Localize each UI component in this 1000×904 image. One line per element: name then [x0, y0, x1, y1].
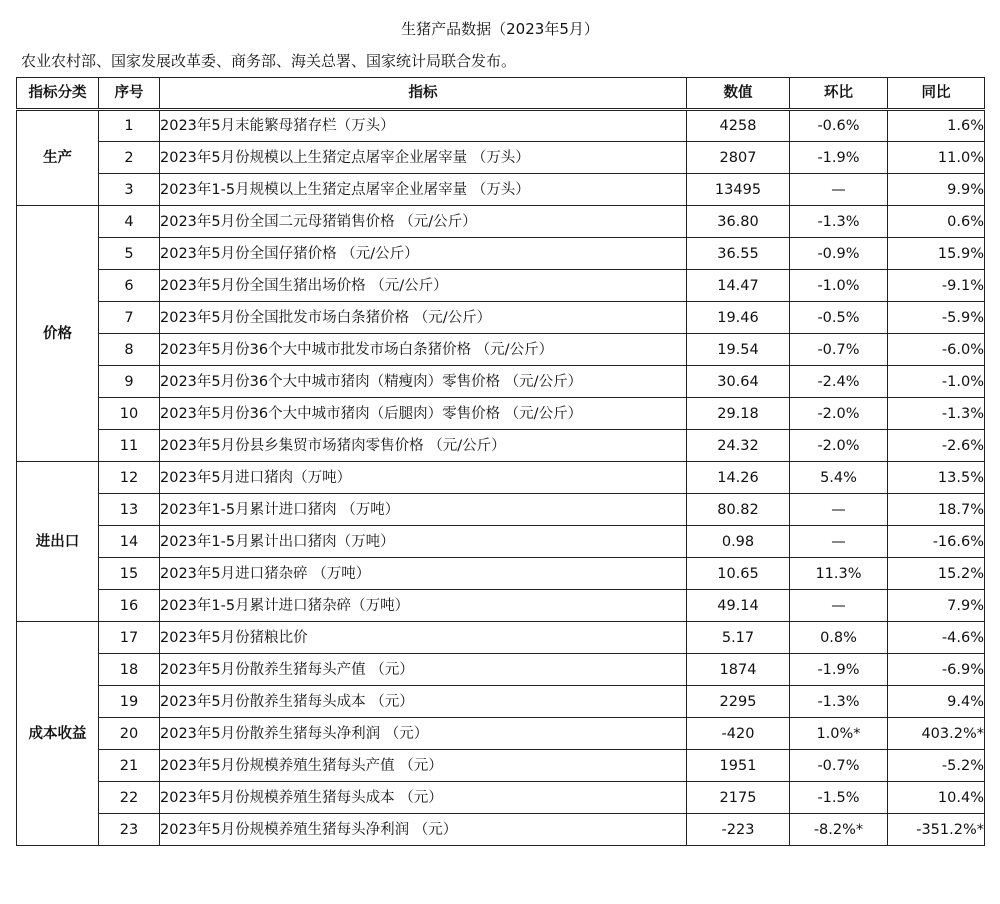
- value-cell: 29.18: [687, 398, 790, 430]
- mom-cell: —: [790, 526, 888, 558]
- value-cell: 24.32: [687, 430, 790, 462]
- yoy-cell: -6.0%: [888, 334, 985, 366]
- indicator-cell: 2023年5月份36个大中城市猪肉（后腿肉）零售价格 （元/公斤）: [160, 398, 687, 430]
- mom-cell: -0.5%: [790, 302, 888, 334]
- yoy-cell: -9.1%: [888, 270, 985, 302]
- value-cell: 19.54: [687, 334, 790, 366]
- value-cell: 14.26: [687, 462, 790, 494]
- mom-cell: -1.0%: [790, 270, 888, 302]
- indicator-cell: 2023年1-5月累计进口猪杂碎（万吨）: [160, 590, 687, 622]
- yoy-cell: 9.9%: [888, 174, 985, 206]
- value-cell: 13495: [687, 174, 790, 206]
- seq-cell: 3: [99, 174, 160, 206]
- seq-cell: 10: [99, 398, 160, 430]
- page-subtitle: 农业农村部、国家发展改革委、商务部、海关总署、国家统计局联合发布。: [21, 52, 517, 70]
- seq-cell: 20: [99, 718, 160, 750]
- mom-cell: —: [790, 590, 888, 622]
- table-row: [17, 142, 985, 174]
- yoy-cell: -1.3%: [888, 398, 985, 430]
- yoy-cell: -5.9%: [888, 302, 985, 334]
- indicator-cell: 2023年5月进口猪肉（万吨）: [160, 462, 687, 494]
- category-cell: 成本收益: [17, 622, 99, 846]
- indicator-cell: 2023年5月末能繁母猪存栏（万头）: [160, 110, 687, 142]
- table-row: [17, 398, 985, 430]
- indicator-cell: 2023年1-5月累计出口猪肉（万吨）: [160, 526, 687, 558]
- page-title: 生猪产品数据（2023年5月）: [401, 20, 599, 38]
- seq-cell: 19: [99, 686, 160, 718]
- seq-cell: 11: [99, 430, 160, 462]
- yoy-cell: 9.4%: [888, 686, 985, 718]
- yoy-cell: 15.2%: [888, 558, 985, 590]
- table-row: [17, 174, 985, 206]
- indicator-cell: 2023年5月份36个大中城市猪肉（精瘦肉）零售价格 （元/公斤）: [160, 366, 687, 398]
- indicator-cell: 2023年1-5月累计进口猪肉 （万吨）: [160, 494, 687, 526]
- yoy-cell: -5.2%: [888, 750, 985, 782]
- seq-cell: 12: [99, 462, 160, 494]
- yoy-cell: -2.6%: [888, 430, 985, 462]
- seq-cell: 22: [99, 782, 160, 814]
- header-category: 指标分类: [17, 78, 99, 110]
- yoy-cell: -351.2%*: [888, 814, 985, 846]
- table-row: [17, 558, 985, 590]
- value-cell: 5.17: [687, 622, 790, 654]
- seq-cell: 13: [99, 494, 160, 526]
- header-value: 数值: [687, 78, 790, 110]
- yoy-cell: 15.9%: [888, 238, 985, 270]
- table-row: [17, 334, 985, 366]
- table-row: [17, 590, 985, 622]
- table-row: [17, 622, 985, 654]
- mom-cell: -0.7%: [790, 750, 888, 782]
- mom-cell: 0.8%: [790, 622, 888, 654]
- value-cell: 0.98: [687, 526, 790, 558]
- table-header-row: [17, 78, 985, 110]
- value-cell: 30.64: [687, 366, 790, 398]
- mom-cell: —: [790, 174, 888, 206]
- indicator-cell: 2023年5月份县乡集贸市场猪肉零售价格 （元/公斤）: [160, 430, 687, 462]
- seq-cell: 17: [99, 622, 160, 654]
- mom-cell: 5.4%: [790, 462, 888, 494]
- mom-cell: 11.3%: [790, 558, 888, 590]
- yoy-cell: -1.0%: [888, 366, 985, 398]
- mom-cell: -8.2%*: [790, 814, 888, 846]
- indicator-cell: 2023年5月份散养生猪每头净利润 （元）: [160, 718, 687, 750]
- mom-cell: 1.0%*: [790, 718, 888, 750]
- seq-cell: 16: [99, 590, 160, 622]
- value-cell: 1951: [687, 750, 790, 782]
- value-cell: 2295: [687, 686, 790, 718]
- yoy-cell: 10.4%: [888, 782, 985, 814]
- mom-cell: -0.9%: [790, 238, 888, 270]
- header-seq: 序号: [99, 78, 160, 110]
- value-cell: 4258: [687, 110, 790, 142]
- seq-cell: 14: [99, 526, 160, 558]
- mom-cell: -2.0%: [790, 430, 888, 462]
- seq-cell: 9: [99, 366, 160, 398]
- value-cell: 36.80: [687, 206, 790, 238]
- yoy-cell: -16.6%: [888, 526, 985, 558]
- table-row: [17, 462, 985, 494]
- value-cell: 19.46: [687, 302, 790, 334]
- value-cell: 80.82: [687, 494, 790, 526]
- category-cell: 价格: [17, 206, 99, 462]
- table-row: [17, 110, 985, 142]
- value-cell: 14.47: [687, 270, 790, 302]
- indicator-cell: 2023年5月份散养生猪每头产值 （元）: [160, 654, 687, 686]
- table-row: [17, 206, 985, 238]
- seq-cell: 2: [99, 142, 160, 174]
- yoy-cell: 11.0%: [888, 142, 985, 174]
- table-row: [17, 430, 985, 462]
- mom-cell: -1.5%: [790, 782, 888, 814]
- indicator-cell: 2023年5月份猪粮比价: [160, 622, 687, 654]
- yoy-cell: 0.6%: [888, 206, 985, 238]
- header-yoy: 同比: [888, 78, 985, 110]
- table-row: [17, 654, 985, 686]
- seq-cell: 6: [99, 270, 160, 302]
- indicator-cell: 2023年5月份规模养殖生猪每头成本 （元）: [160, 782, 687, 814]
- header-mom: 环比: [790, 78, 888, 110]
- value-cell: 10.65: [687, 558, 790, 590]
- indicator-cell: 2023年5月份规模养殖生猪每头净利润 （元）: [160, 814, 687, 846]
- table-row: [17, 302, 985, 334]
- seq-cell: 5: [99, 238, 160, 270]
- indicator-cell: 2023年5月份规模养殖生猪每头产值 （元）: [160, 750, 687, 782]
- indicator-cell: 2023年5月份全国二元母猪销售价格 （元/公斤）: [160, 206, 687, 238]
- seq-cell: 18: [99, 654, 160, 686]
- table-row: [17, 686, 985, 718]
- yoy-cell: 18.7%: [888, 494, 985, 526]
- seq-cell: 23: [99, 814, 160, 846]
- seq-cell: 1: [99, 110, 160, 142]
- table-body: [17, 110, 985, 846]
- table-row: [17, 750, 985, 782]
- mom-cell: -2.0%: [790, 398, 888, 430]
- table-row: [17, 814, 985, 846]
- value-cell: 2807: [687, 142, 790, 174]
- value-cell: -420: [687, 718, 790, 750]
- indicator-cell: 2023年5月份规模以上生猪定点屠宰企业屠宰量 （万头）: [160, 142, 687, 174]
- seq-cell: 7: [99, 302, 160, 334]
- header-indicator: 指标: [160, 78, 687, 110]
- indicator-cell: 2023年5月份36个大中城市批发市场白条猪价格 （元/公斤）: [160, 334, 687, 366]
- yoy-cell: 13.5%: [888, 462, 985, 494]
- value-cell: 2175: [687, 782, 790, 814]
- table-row: [17, 494, 985, 526]
- table-row: [17, 238, 985, 270]
- value-cell: 36.55: [687, 238, 790, 270]
- yoy-cell: 7.9%: [888, 590, 985, 622]
- indicator-cell: 2023年5月份散养生猪每头成本 （元）: [160, 686, 687, 718]
- seq-cell: 21: [99, 750, 160, 782]
- table-row: [17, 782, 985, 814]
- mom-cell: -0.7%: [790, 334, 888, 366]
- category-cell: 生产: [17, 110, 99, 206]
- mom-cell: —: [790, 494, 888, 526]
- indicator-cell: 2023年1-5月规模以上生猪定点屠宰企业屠宰量 （万头）: [160, 174, 687, 206]
- indicator-cell: 2023年5月进口猪杂碎 （万吨）: [160, 558, 687, 590]
- seq-cell: 15: [99, 558, 160, 590]
- indicator-cell: 2023年5月份全国仔猪价格 （元/公斤）: [160, 238, 687, 270]
- value-cell: 1874: [687, 654, 790, 686]
- seq-cell: 4: [99, 206, 160, 238]
- value-cell: 49.14: [687, 590, 790, 622]
- yoy-cell: -4.6%: [888, 622, 985, 654]
- yoy-cell: 1.6%: [888, 110, 985, 142]
- indicator-cell: 2023年5月份全国批发市场白条猪价格 （元/公斤）: [160, 302, 687, 334]
- table-row: [17, 366, 985, 398]
- mom-cell: -1.3%: [790, 206, 888, 238]
- mom-cell: -2.4%: [790, 366, 888, 398]
- mom-cell: -1.9%: [790, 142, 888, 174]
- yoy-cell: 403.2%*: [888, 718, 985, 750]
- mom-cell: -1.3%: [790, 686, 888, 718]
- value-cell: -223: [687, 814, 790, 846]
- seq-cell: 8: [99, 334, 160, 366]
- data-table: [16, 77, 985, 846]
- table-row: [17, 526, 985, 558]
- table-row: [17, 718, 985, 750]
- category-cell: 进出口: [17, 462, 99, 622]
- mom-cell: -0.6%: [790, 110, 888, 142]
- table-row: [17, 270, 985, 302]
- mom-cell: -1.9%: [790, 654, 888, 686]
- yoy-cell: -6.9%: [888, 654, 985, 686]
- indicator-cell: 2023年5月份全国生猪出场价格 （元/公斤）: [160, 270, 687, 302]
